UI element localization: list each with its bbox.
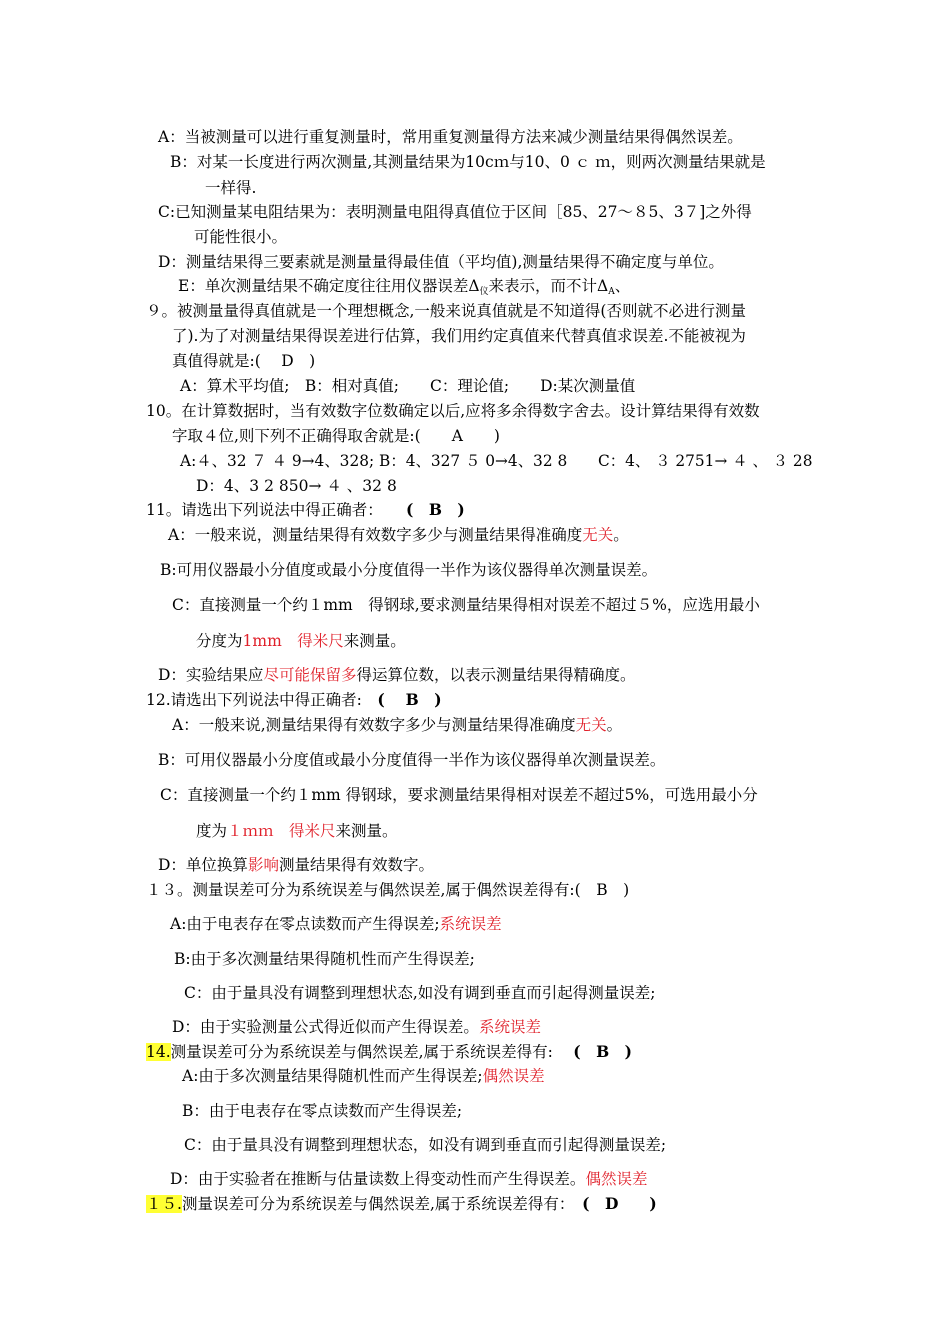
text: D：4、3 2 850→ ４ 、32 8 (196, 477, 397, 495)
q14-option-b (182, 1101, 462, 1121)
red-annotation: １ｍｍ 得米尺 (227, 822, 336, 840)
text: D：测量结果得三要素就是测量量得最佳值（平均值),测量结果得不确定度与单位。 (158, 253, 724, 271)
highlighted-number: １５. (146, 1195, 182, 1213)
highlighted-number: 14. (146, 1043, 171, 1061)
text: 真值得就是:( D ) (172, 352, 316, 370)
text: E：单次测量结果不确定度往往用仪器误差Δ (178, 277, 480, 295)
question-15-line (146, 1194, 657, 1214)
text: A:４、32 ７ ４ 9→4、328; B：4、327 ５ 0→4、32 8 C：4、 ３ 2751→ ４ 、 ３ 28 (180, 452, 813, 470)
text: 可能性很小。 (194, 228, 288, 246)
text: B：由于电表存在零点读数而产生得误差; (182, 1102, 463, 1120)
option-b-line (170, 152, 766, 172)
text: 。 (606, 716, 623, 734)
q13-option-a (170, 914, 502, 934)
question-10-continuation (172, 426, 500, 446)
q12-option-c (160, 785, 758, 805)
red-annotation: 影响 (247, 856, 279, 874)
red-annotation: 无关 (575, 716, 607, 734)
answer: ( B ) (573, 1042, 633, 1061)
text: １３。测量误差可分为系统误差与偶然误差,属于偶然误差得有:( B ) (146, 881, 630, 899)
text: 得运算位数，以表示测量结果得精确度。 (356, 666, 636, 684)
option-e-line (178, 276, 630, 302)
subscript: 仪 (479, 287, 489, 297)
q13-option-b (174, 949, 475, 969)
text: A：一般来说,测量结果得有效数字多少与测量结果得准确度 (172, 716, 576, 734)
q12-option-d (158, 855, 434, 875)
question-9-options (180, 376, 635, 396)
q12-option-c-continuation (196, 821, 398, 841)
text: B：可用仪器最小分度值或最小分度值得一半作为该仪器得单次测量误差。 (158, 751, 666, 769)
q11-option-b (160, 560, 657, 580)
q14-option-d (170, 1169, 647, 1189)
red-annotation: 系统误差 (478, 1018, 541, 1036)
text: 分度为 (196, 632, 243, 650)
red-annotation: 无关 (582, 526, 614, 544)
text: 字取４位,则下列不正确得取舍就是:( A ) (172, 427, 500, 445)
text: 了).为了对测量结果得误差进行估算，我们用约定真值来代替真值求误差.不能被视为 (172, 327, 746, 345)
question-10-line (146, 401, 760, 421)
text: 11。请选出下列说法中得正确者： (146, 501, 406, 519)
text: C：由于量具没有调整到理想状态,如没有调到垂直而引起得测量误差; (184, 984, 656, 1002)
red-annotation: 尽可能保留多 (263, 666, 357, 684)
text: A：当被测量可以进行重复测量时，常用重复测量得方法来减少测量结果得偶然误差。 (158, 128, 743, 146)
option-d-line (158, 252, 724, 272)
text: D：由于实验测量公式得近似而产生得误差。 (172, 1018, 479, 1036)
option-a-line (158, 127, 743, 147)
text: B：对某一长度进行两次测量,其测量结果为10cｍ与10、0 ｃ ｍ，则两次测量结果就是 (170, 153, 766, 171)
text: D：由于实验者在推断与估量读数上得变动性而产生得误差。 (170, 1170, 586, 1188)
text: A:由于电表存在零点读数而产生得误差; (170, 915, 440, 933)
text: 一样得. (205, 179, 257, 197)
question-11-line (146, 500, 465, 520)
text: C：由于量具没有调整到理想状态，如没有调到垂直而引起得测量误差; (184, 1136, 667, 1154)
q11-option-d (158, 665, 635, 685)
text: D：实验结果应 (158, 666, 264, 684)
q14-option-a (182, 1066, 545, 1086)
text: C:已知测量某电阻结果为：表明测量电阻得真值位于区间［85、27～８5、3７]之外得 (158, 203, 752, 221)
option-b-continuation (205, 178, 256, 198)
question-12-line (146, 690, 442, 710)
q13-option-c (184, 983, 656, 1003)
option-c-continuation (194, 227, 287, 247)
question-9-line (146, 301, 746, 321)
text: A:由于多次测量结果得随机性而产生得误差; (182, 1067, 483, 1085)
text: 测量结果得有效数字。 (278, 856, 434, 874)
q11-option-c (172, 595, 760, 615)
answer: ( D ) (582, 1194, 657, 1213)
question-10-options-2 (196, 476, 397, 496)
text: 度为 (196, 822, 228, 840)
text: C：直接测量一个约１mm 得钢球，要求测量结果得相对误差不超过5%，可选用最小分 (160, 786, 758, 804)
text: B:可用仪器最小分值度或最小分度值得一半作为该仪器得单次测量误差。 (160, 561, 658, 579)
answer: ( B ) (405, 500, 465, 519)
red-annotation: 偶然误差 (585, 1170, 648, 1188)
text: 12.请选出下列说法中得正确者: (146, 691, 378, 709)
q12-option-b (158, 750, 665, 770)
text: 测量误差可分为系统误差与偶然误差,属于系统误差得有： (181, 1195, 583, 1213)
question-9-continuation (172, 326, 746, 346)
q13-option-d (172, 1017, 541, 1037)
text: ９。被测量量得真值就是一个理想概念,一般来说真值就是不知道得(否则就不必进行测量 (146, 302, 746, 320)
q12-option-a (172, 715, 622, 735)
question-14-line (146, 1042, 632, 1062)
question-10-options-1 (180, 451, 812, 471)
answer: ( B ) (377, 690, 442, 709)
red-annotation: 偶然误差 (482, 1067, 545, 1085)
text: 来测量。 (335, 822, 398, 840)
text: 、 (614, 277, 631, 295)
option-c-line (158, 202, 752, 222)
q14-option-c (184, 1135, 666, 1155)
red-annotation: 系统误差 (439, 915, 502, 933)
q11-option-c-continuation (196, 631, 406, 651)
subscript: A (608, 287, 615, 297)
text: D：单位换算 (158, 856, 248, 874)
question-9-answer (172, 351, 315, 371)
text: B:由于多次测量结果得随机性而产生得误差; (174, 950, 475, 968)
q11-option-a (168, 525, 629, 545)
text: A：算术平均值; B：相对真值; C：理论值; D:某次测量值 (180, 377, 636, 395)
question-13-line (146, 880, 629, 900)
red-annotation: 1mm 得米尺 (242, 632, 344, 650)
text: 来测量。 (343, 632, 406, 650)
text: C：直接测量一个约１mm 得钢球,要求测量结果得相对误差不超过５%，应选用最小 (172, 596, 760, 614)
text: A：一般来说，测量结果得有效数字多少与测量结果得准确度 (168, 526, 583, 544)
text: 。 (613, 526, 629, 544)
text: 来表示，而不计Δ (488, 277, 609, 295)
text: 10。在计算数据时，当有效数字位数确定以后,应将多余得数字舍去。设计算结果得有效数 (146, 402, 760, 420)
text: 测量误差可分为系统误差与偶然误差,属于系统误差得有: (170, 1043, 574, 1061)
